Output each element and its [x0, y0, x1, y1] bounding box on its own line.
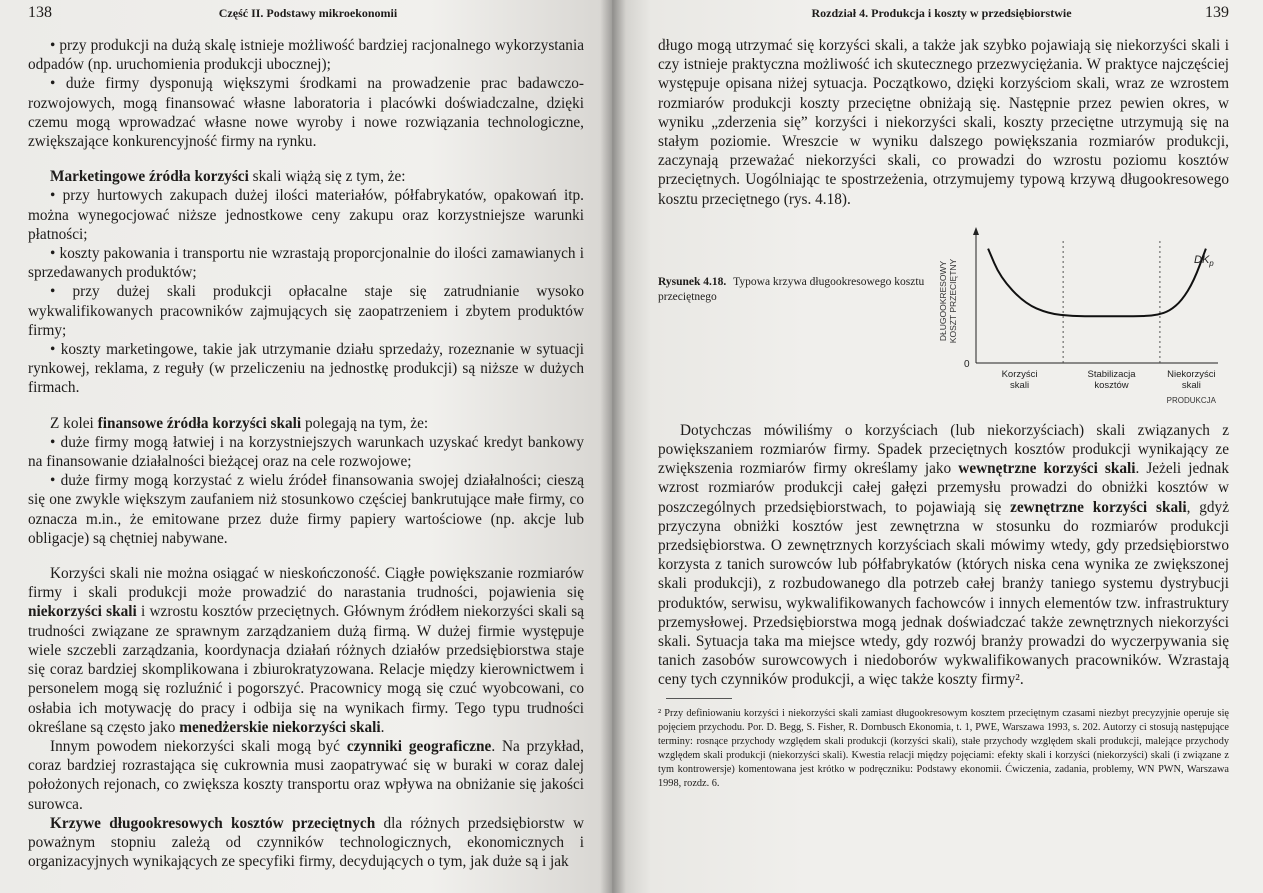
left-paragraph-12: [28, 737, 584, 814]
left-paragraph-13: [28, 814, 584, 872]
right-page-header: [658, 4, 1229, 22]
right-bottom-paragraph-1: [658, 421, 1229, 690]
series-label-sub: p: [1209, 258, 1214, 268]
left-paragraph-2: [28, 74, 584, 151]
text-run: . Jeżeli jednak wzrost rozmiarów produkcji całej gałęzi przemysłu prowadzi do obniżki kosztów w poszczególnych przedsiębiorstwach, to pojawiają się: [658, 460, 1229, 516]
left-page: [0, 0, 614, 893]
text-run: długo mogą utrzymać się korzyści skali, a także jak szybko pojawiają się niekorzyści skali i czy istnieje praktyczna możliwość ich skutecznego przezwyciężania. W praktyce najczęściej występuje opisana niżej sytuacja. Początkowo, dzięki korzyściom skali, wraz ze wzrostem rozmiarów produkcji koszty przeciętne obniżają się. Następnie przez pewien okres, w wyniku „zderzenia się” korzyści i niekorzyści skali, koszty przeciętne utrzymują się na stałym poziomie. Wreszcie w wyniku dalszego powiększania rozmiarów produkcji, zaczynają przeważać niekorzyści skali, co prowadzi do wzrostu poziomu kosztów przeciętnych. Uogólniając te spostrzeżenia, otrzymujemy typową krzywą długookresowego kosztu przeciętnego (rys. 4.18).: [658, 37, 1229, 208]
text-run: Korzyści skali nie można osiągać w nieskończoność. Ciągłe powiększanie rozmiarów firmy i skali produkcji może prowadzić do narastania trudności, pojawienia się: [28, 565, 584, 602]
right-page-number: 139: [1205, 4, 1229, 21]
paragraph-gap: [28, 548, 584, 564]
text-run: • duże firmy mogą korzystać z wielu źródeł finansowania swojej działalności; cieszą się one zwykle większym zaufaniem niż stosunkowo częściej bankrutujące małe firmy, co oznacza m.in., że emitowane przez duże firmy papiery wartościowe (np. akcje lub obligacje) są chętniej nabywane.: [28, 472, 584, 547]
text-run: • przy dużej skali produkcji opłacalne staje się zatrudnianie wysoko wykwalifikowanych pracowników zajmujących się zaopatrzeniem i zbytem produktów firmy;: [28, 283, 584, 339]
bold-term: finansowe źródła korzyści skali: [97, 414, 302, 432]
figure-caption-text: Typowa krzywa długookresowego kosztu przeciętnego: [658, 275, 925, 303]
long-run-average-cost-chart: [926, 223, 1226, 411]
left-paragraph-11: [28, 564, 584, 737]
text-run: . Na przykład, coraz bardziej rozrastająca się cukrownia musi zaopatrywać się w buraki w coraz dalej położonych rejonach, co zwiększa koszty transportu oraz wpływa na obniżanie się jakości surowca.: [28, 737, 585, 813]
bold-term: zewnętrzne korzyści skali: [1010, 498, 1187, 516]
left-paragraph-5: [28, 244, 584, 282]
series-label-main: DK: [1194, 253, 1210, 266]
left-page-number: 138: [28, 4, 52, 21]
x-axis-label: PRODUKCJA: [1166, 395, 1216, 405]
right-page-body-bottom: [658, 421, 1229, 690]
text-run: • przy produkcji na dużą skalę istnieje możliwość bardziej racjonalnego wykorzystania odpadów (np. uruchomienia produkcji ubocznej);: [28, 37, 584, 74]
left-paragraph-1: [28, 36, 584, 74]
region-label-3-line2: skali: [1181, 379, 1201, 391]
text-run: .: [380, 718, 385, 736]
right-running-head: Rozdział 4. Produkcja i koszty w przedsiębiorstwie: [811, 6, 1072, 20]
left-running-head: Część II. Podstawy mikroekonomii: [218, 6, 398, 20]
text-run: Dotychczas mówiliśmy o korzyściach (lub niekorzyściach) skali związanych z powiększaniem rozmiarów firmy. Spadek przeciętnych kosztów produkcji wynikający ze zwiększenia rozmiarów firmy określamy jako: [658, 421, 1229, 478]
y-axis-label-line2: KOSZT PRZECIĘTNY: [948, 258, 958, 344]
bold-term: Marketingowe źródła korzyści: [50, 168, 249, 186]
text-run: Innym powodem niekorzyści skali mogą być: [50, 737, 347, 755]
text-run: polegają na tym, że:: [301, 414, 429, 432]
right-top-paragraph-1: [658, 36, 1229, 209]
bold-term: czynniki geograficzne: [346, 737, 492, 755]
y-axis-arrow: [973, 227, 979, 235]
left-paragraph-3: [28, 167, 584, 186]
text-run: i wzrostu kosztów przeciętnych. Głównym źródłem niekorzyści skali są trudności związane ze sprawnym zarządzaniem dużą firmą. W dużej firmie występuje wiele szczebli zarządzania, koordynacja działań różnych działów przedsiębiorstwa staje się coraz bardziej skomplikowana i zbiurokratyzowana. Relacje między kierownictwem i personelem mogą się rozluźnić i pogorszyć. Pracownicy mogą się czuć wyobcowani, co osłabia ich motywację do pracy i odbija się na wynikach firmy. Tego typu trudności określane są często jako: [28, 603, 584, 736]
bold-term: Krzywe długookresowych kosztów przeciętnych: [50, 814, 376, 832]
text-run: , gdyż przyczyna obniżki kosztów jest zewnętrzna w stosunku do rozmiarów produkcji przedsiębiorstwa. O zewnętrznych korzyściach skali mówimy wtedy, gdy przedsiębiorstwo korzysta z tanich surowców lub półfabrykatów (których niska cena wynika ze zwiększonej skali produkcji), z rozbudowanego dla potrzeb całej branży taniego systemu dystrybucji produktów, serwisu, wykwalifikowanych fachowców i innych elementów tzw. infrastruktury przemysłowej. Przedsiębiorstwa mogą jednak doświadczać także zewnętrznych niekorzyści skali. Sytuacja taka ma miejsce wtedy, gdy rozwój branży prowadzi do wyczerpywania się tanich zasobów surowcowych i niedoborów wykwalifikowanych pracowników. Wzrastają ceny tych czynników produkcji, a więc także koszty firmy².: [658, 498, 1229, 689]
region-label-2-line1: Stabilizacja: [1087, 368, 1136, 380]
region-label-1-line1: Korzyści: [1001, 368, 1038, 380]
left-paragraph-9: [28, 433, 584, 471]
bold-term: menedżerskie niekorzyści skali: [179, 718, 381, 736]
text-run: dla różnych przedsiębiorstw w poważnym stopniu zależą od czynników technologicznych, ekonomicznych i organizacyjnych wynikających ze specyfiki firmy, decydujących o tym, jak duże są i jak: [28, 814, 584, 871]
origin-label: 0: [964, 358, 970, 370]
left-paragraph-6: [28, 282, 584, 340]
text-run: Z kolei: [50, 414, 98, 432]
right-page-body-top: [658, 36, 1229, 209]
book-gutter-shadow: [600, 0, 626, 893]
region-label-1-line2: skali: [1010, 379, 1030, 391]
text-run: • koszty pakowania i transportu nie wzrastają proporcjonalnie do ilości zamawianych i sprzedawanych produktów;: [28, 245, 584, 282]
left-page-body: [28, 36, 584, 871]
bold-term: wewnętrzne korzyści skali: [958, 460, 1136, 478]
figure-4-18: [658, 223, 1229, 411]
text-run: • przy hurtowych zakupach dużej ilości materiałów, półfabrykatów, opakowań itp. można wynegocjować niższe jednostkowe ceny zakupu oraz korzystniejsze warunki płatności;: [28, 187, 584, 243]
region-label-2-line2: kosztów: [1094, 379, 1129, 391]
text-run: • duże firmy mogą łatwiej i na korzystniejszych warunkach uzyskać kredyt bankowy na finansowanie działalności bieżącej oraz na cele rozwojowe;: [28, 433, 584, 471]
figure-caption: [658, 223, 926, 305]
footnote-2: ² Przy definiowaniu korzyści i niekorzyści skali zamiast długookresowym kosztem przeciętnym czasami niezbyt precyzyjnie operuje się pojęciem przychodu. Por. D. Begg, S. Fisher, R. Dornbusch Ekonomia, t. 1, PWE, Warszawa 1993, s. 202. Autorzy ci stosują następujące terminy: rosnące przychody względem skali produkcji (korzyści skali), stałe przychody względem skali produkcji, malejące przychody względem skali produkcji (niekorzyści skali). Kwestia relacji między pojęciami: efekty skali i korzyści (niekorzyści) skali (i związane z tym kontrowersje) komentowana jest krótko w podręczniku: Podstawy ekonomii. Ćwiczenia, zadania, problemy, WN PWN, Warszawa 1998, rozdz. 6.: [658, 707, 1229, 789]
footnotes: [658, 698, 1229, 791]
text-run: • koszty marketingowe, takie jak utrzymanie działu sprzedaży, rozeznanie w sytuacji rynkowej, reklama, z reguły (w przeliczeniu na jednostkę produkcji) są niższe w dużych firmach.: [28, 341, 584, 397]
text-run: • duże firmy dysponują większymi środkami na prowadzenie prac badawczo-rozwojowych, mogą finansować własne laboratoria i placówki doświadczalne, dzięki czemu mogą wprowadzać własne nowe wyroby i nowe rozwiązania technologiczne, zwiększające konkurencyjność firmy na rynku.: [28, 75, 584, 151]
left-paragraph-10: [28, 471, 584, 548]
long-run-average-cost-curve: [988, 248, 1206, 316]
left-paragraph-4: [28, 186, 584, 244]
figure-label: Rysunek 4.18.: [658, 275, 727, 288]
right-page: [612, 0, 1263, 893]
footnote-rule: [666, 698, 732, 699]
bold-term: niekorzyści skali: [28, 603, 137, 621]
series-label: [1194, 254, 1214, 268]
region-label-3-line1: Niekorzyści: [1167, 368, 1216, 380]
left-paragraph-7: [28, 340, 584, 398]
paragraph-gap: [28, 151, 584, 167]
text-run: skali wiążą się z tym, że:: [248, 168, 406, 186]
y-axis-label-line1: DŁUGOOKRESOWY: [938, 260, 948, 341]
left-page-header: [28, 4, 584, 22]
left-paragraph-8: [28, 414, 584, 433]
paragraph-gap: [28, 398, 584, 414]
